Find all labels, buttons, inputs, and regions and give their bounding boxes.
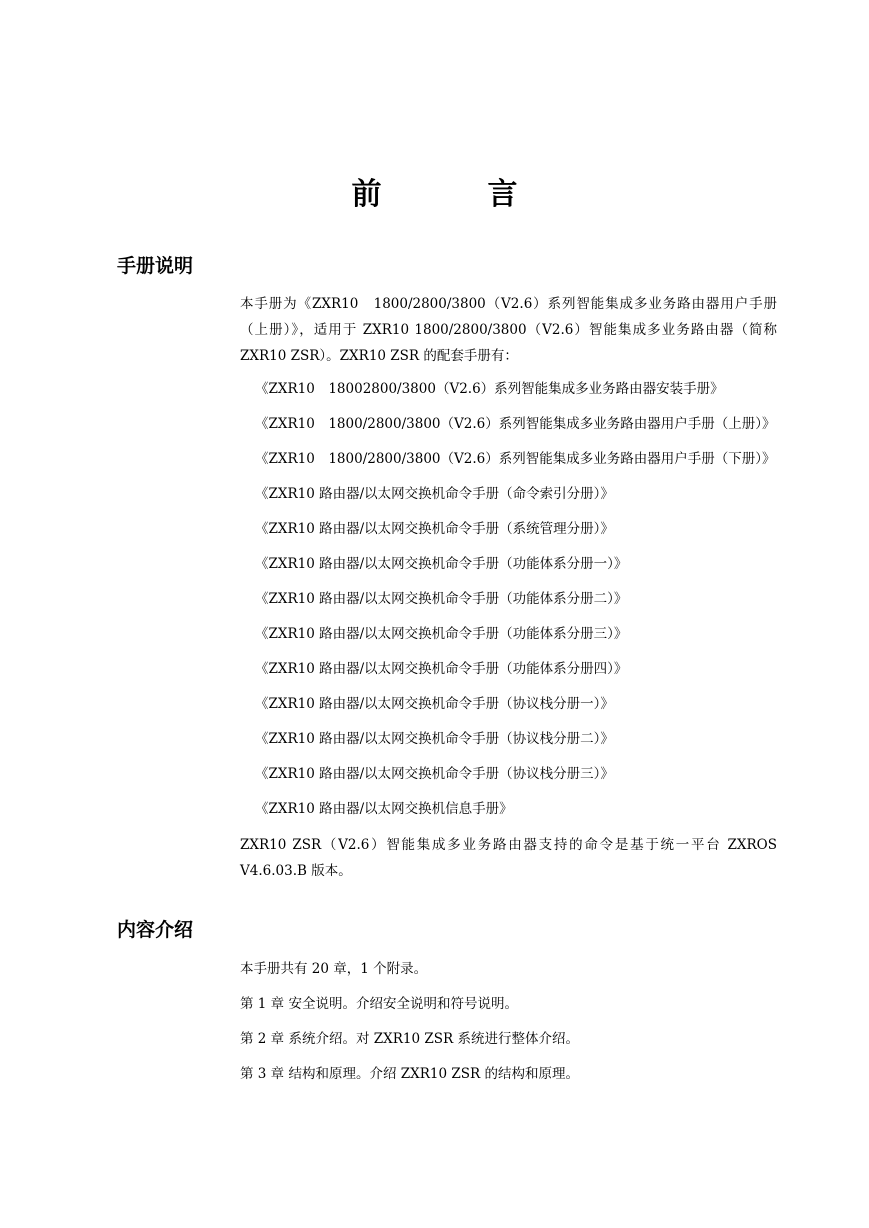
manual-list-item: 《ZXR10 路由器/以太网交换机命令手册（功能体系分册四）》 xyxy=(255,661,628,677)
manual-list-item: 《ZXR10 路由器/以太网交换机命令手册（功能体系分册二）》 xyxy=(255,591,628,607)
manual-list-item: 《ZXR10 18002800/3800（V2.6）系列智能集成多业务路由器安装手册》 xyxy=(255,381,724,397)
manual-list-item: 《ZXR10 路由器/以太网交换机信息手册》 xyxy=(255,801,513,817)
platform-version-paragraph: ZXR10 ZSR（V2.6）智能集成多业务路由器支持的命令是基于统一平台 ZXROS V4.6.03.B 版本。 xyxy=(240,837,777,879)
section-heading-content-introduction: 内容介绍 xyxy=(117,919,194,941)
manual-intro-paragraph: 本手册为《ZXR10 1800/2800/3800（V2.6）系列智能集成多业务路由器用户手册（上册）》，适用于 ZXR10 1800/2800/3800（V2.6）智能集成多业务路由器（简称 ZXR10 ZSR）。ZXR10 ZSR 的配套手册有： xyxy=(240,296,777,364)
manual-list-item: 《ZXR10 路由器/以太网交换机命令手册（系统管理分册）》 xyxy=(255,521,614,537)
manual-list-item: 《ZXR10 1800/2800/3800（V2.6）系列智能集成多业务路由器用户手册（下册）》 xyxy=(255,451,776,467)
chapter-summary-list xyxy=(240,957,780,1097)
chapter-summary-line: 第 2 章 系统介绍。对 ZXR10 ZSR 系统进行整体介绍。 xyxy=(240,1031,579,1047)
chapter-summary-line: 第 1 章 安全说明。介绍安全说明和符号说明。 xyxy=(240,996,518,1012)
chapter-summary-line: 本手册共有 20 章，1 个附录。 xyxy=(240,961,428,977)
manual-list-item: 《ZXR10 路由器/以太网交换机命令手册（功能体系分册三）》 xyxy=(255,626,628,642)
companion-manual-list xyxy=(255,377,795,832)
chapter-summary-line: 第 3 章 结构和原理。介绍 ZXR10 ZSR 的结构和原理。 xyxy=(240,1066,579,1082)
manual-list-item: 《ZXR10 路由器/以太网交换机命令手册（协议栈分册三）》 xyxy=(255,766,614,782)
manual-list-item: 《ZXR10 路由器/以太网交换机命令手册（协议栈分册一）》 xyxy=(255,696,614,712)
manual-list-item: 《ZXR10 路由器/以太网交换机命令手册（协议栈分册二）》 xyxy=(255,731,614,747)
manual-list-item: 《ZXR10 1800/2800/3800（V2.6）系列智能集成多业务路由器用户手册（上册）》 xyxy=(255,416,776,432)
manual-list-item: 《ZXR10 路由器/以太网交换机命令手册（功能体系分册一）》 xyxy=(255,556,628,572)
section-heading-manual-description: 手册说明 xyxy=(117,255,194,277)
page-title: 前 言 xyxy=(351,177,556,212)
manual-list-item: 《ZXR10 路由器/以太网交换机命令手册（命令索引分册）》 xyxy=(255,486,614,502)
